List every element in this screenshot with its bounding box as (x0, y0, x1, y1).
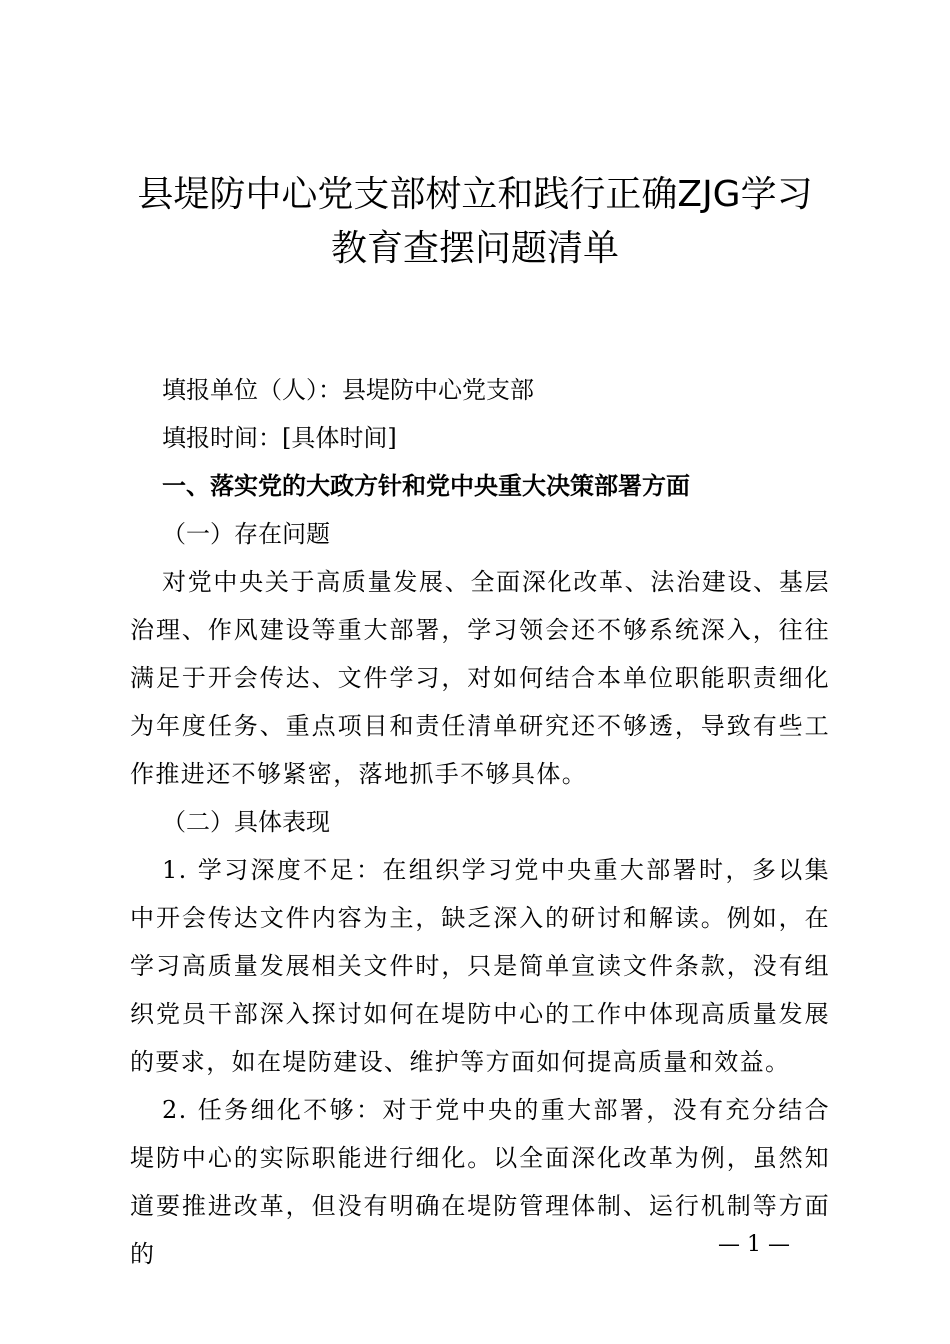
reporting-unit: 填报单位（人）：县堤防中心党支部 (162, 376, 534, 404)
item-1-paragraph: 1. 学习深度不足：在组织学习党中央重大部署时，多以集中开会传达文件内容为主，缺乏深入的研讨和解读。例如，在学习高质量发展相关文件时，只是简单宣读文件条款，没有组织党员干部深入探讨如何在堤防中心的工作中体现高质量发展的要求，如在堤防建设、维护等方面如何提高质量和效益。 (130, 856, 830, 1076)
page-number: — 1 — (718, 1232, 790, 1257)
title-line-1: 县堤防中心党支部树立和践行正确ZJG学习 (137, 174, 813, 215)
title-line-2: 教育查摆问题清单 (330, 228, 619, 269)
document-body (130, 366, 830, 1278)
problems-paragraph: 对党中央关于高质量发展、全面深化改革、法治建设、基层治理、作风建设等重大部署，学习领会还不够系统深入，往往满足于开会传达、文件学习，对如何结合本单位职能职责细化为年度任务、重点项目和责任清单研究还不够透，导致有些工作推进还不够紧密，落地抓手不够具体。 (130, 568, 830, 788)
subsection-heading-problems: （一）存在问题 (162, 520, 330, 548)
section-heading: 一、落实党的大政方针和党中央重大决策部署方面 (162, 472, 690, 500)
document-title (120, 168, 830, 276)
reporting-time: 填报时间：[具体时间] (162, 424, 397, 452)
subsection-heading-manifestations: （二）具体表现 (162, 808, 330, 836)
item-2-paragraph: 2. 任务细化不够：对于党中央的重大部署，没有充分结合堤防中心的实际职能进行细化。以全面深化改革为例，虽然知道要推进改革，但没有明确在堤防管理体制、运行机制等方面的 (130, 1096, 830, 1268)
